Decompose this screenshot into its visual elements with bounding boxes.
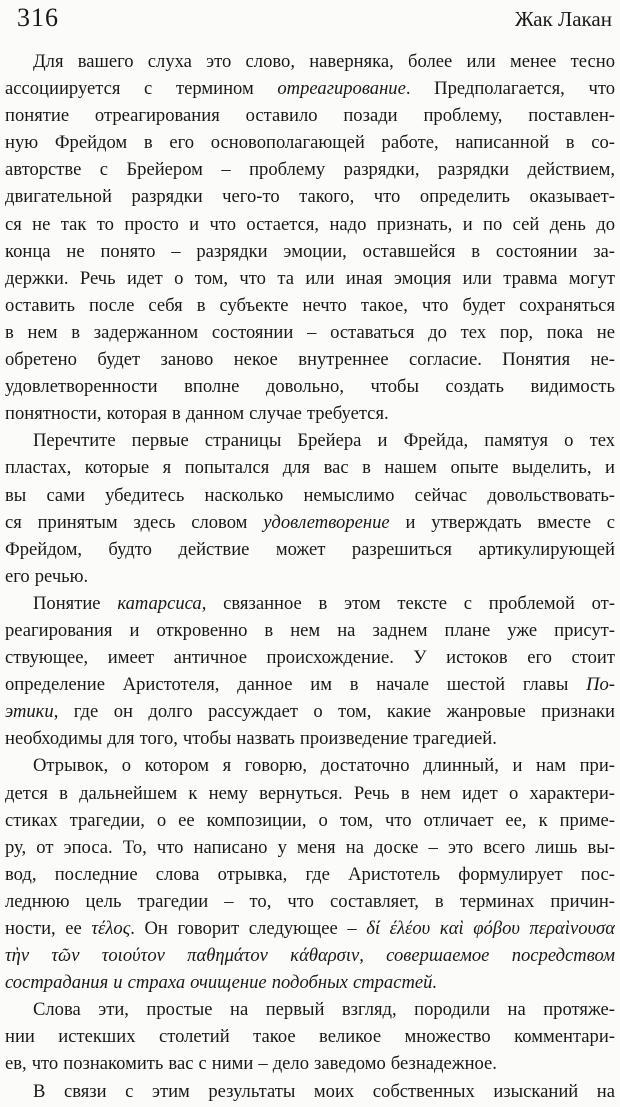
text-line (5, 156, 615, 183)
text-run: В связи с этим результаты моих собственных изысканий на (33, 1080, 615, 1102)
greek-text-run: δί έλέου καὶ φόβου περαὶνουσα (366, 918, 615, 939)
text-run: Отрывок, о котором я говорю, достаточно длинный, и нам при- (33, 755, 615, 777)
text-run: Слова эти, простые на первый взгляд, породили на протяже- (33, 999, 615, 1021)
text-line (5, 780, 615, 807)
text-run: стиках трагедии, о ее композиции, о том, что отличает ее, к приме- (5, 809, 615, 831)
italic-text-run: отреагирование (277, 78, 406, 100)
text-line (5, 129, 615, 156)
greek-text-run: τὴν τῶν τοιούτον παθημάτον κάθαρσιν, (5, 945, 364, 967)
text-run: Фрейдом, будто действие может разрешиться артикулирующей (5, 538, 615, 560)
italic-text-run: совершаемое посредством (363, 945, 615, 967)
text-line (5, 915, 615, 942)
text-run: ствующее, имеет античное происхождение. У истоков его стоит (5, 647, 615, 669)
text-line (5, 454, 615, 481)
text-line (5, 1023, 615, 1050)
text-run: в нем в задержанном состоянии – оставаться до тех пор, пока не (5, 321, 615, 343)
text-line (5, 725, 615, 752)
text-line (5, 671, 615, 698)
greek-text-run: τέλος (91, 918, 131, 939)
text-line (5, 102, 615, 129)
text-line (5, 617, 615, 644)
text-run: понятие отреагирования оставило позади проблему, поставлен- (5, 105, 615, 127)
text-run: , связанное в этом тексте с проблемой от- (201, 592, 615, 614)
page-number: 316 (17, 3, 59, 32)
text-run: ся принятым здесь словом (5, 511, 264, 533)
italic-text-run: катарсиса (117, 592, 202, 614)
text-line (5, 536, 615, 563)
italic-text-run: сострадания и страха очищение подобных страстей. (5, 972, 438, 994)
text-run: . Он говорит следующее – (130, 918, 367, 939)
text-run: понятности, которая в данном случае требуется. (5, 403, 389, 425)
text-run: определение Аристотеля, данное им в начале шестой главы (5, 674, 587, 696)
text-run: ру, от эпоса. То, что написано у меня на доске – это всего лишь вы- (5, 836, 615, 858)
text-run: нии истекших столетий такое великое множество комментари- (5, 1026, 615, 1048)
text-line (5, 996, 615, 1023)
text-run: , где он долго рассуждает о том, какие жанровые признаки (53, 701, 615, 723)
text-run: пластах, которые я попытался для вас в нашем опыте выделить, и (5, 457, 615, 479)
text-run: обретено будет заново некое внутреннее согласие. Понятия не- (5, 349, 615, 371)
text-line (5, 888, 615, 915)
text-run: ев, что познакомить вас с ними – дело заведомо безнадежное. (5, 1053, 497, 1075)
text-run: Для вашего слуха это слово, наверняка, более или менее тесно (33, 51, 615, 72)
text-line (5, 942, 615, 969)
text-line (5, 319, 615, 346)
text-run: авторстве с Брейером – проблему разрядки, разрядки действием, (5, 159, 615, 181)
page-header (5, 0, 615, 48)
text-run: двигательной разрядки чего-то такого, что определить оказывает- (5, 186, 615, 208)
text-line (5, 969, 615, 996)
text-line (5, 644, 615, 671)
running-head-author: Жак Лакан (514, 7, 612, 31)
text-run: и утверждать вместе с (389, 511, 615, 533)
text-run: держки. Речь идет о том, что та или иная эмоция или травма могут (5, 267, 615, 289)
text-line (5, 1078, 615, 1105)
text-run: ную Фрейдом в его основополагающей работе, написанной в со- (5, 132, 615, 154)
text-run: оставить после себя в субъекте нечто такое, что будет сохраняться (5, 294, 615, 316)
text-run: вод, последние слова отрывка, где Аристотель формулирует пос- (5, 863, 615, 885)
text-line (5, 238, 615, 265)
text-line (5, 48, 615, 75)
text-run: конца не понято – разрядки эмоции, оставшейся в состоянии за- (5, 240, 615, 262)
text-line (5, 590, 615, 617)
text-run: ся не так то просто и что остается, надо признать, и по сей день до (5, 213, 615, 235)
text-line (5, 292, 615, 319)
text-line (5, 75, 615, 102)
text-line (5, 509, 615, 536)
text-run: удовлетворенности вполне довольно, чтобы создать видимость (5, 376, 615, 398)
text-run: дется в дальнейшем к нему вернуться. Речь в нем идет о характери- (5, 782, 615, 804)
text-line (5, 265, 615, 292)
text-line (5, 183, 615, 210)
text-run: Понятие (33, 592, 118, 614)
text-line (5, 1050, 615, 1077)
text-run: ности, ее (5, 918, 92, 939)
text-line (5, 427, 615, 454)
text-line (5, 482, 615, 509)
italic-text-run: удовлетворение (263, 511, 390, 533)
text-line (5, 698, 615, 725)
text-line (5, 211, 615, 238)
italic-text-run: этики (5, 701, 54, 723)
text-line (5, 400, 615, 427)
text-run: необходимы для того, чтобы назвать произведение трагедией. (5, 728, 497, 750)
text-block (5, 48, 615, 1105)
text-line (5, 563, 615, 590)
text-run: его речью. (5, 565, 89, 587)
text-line (5, 346, 615, 373)
text-run: вы сами убедитесь насколько немыслимо сейчас довольствовать- (5, 484, 615, 506)
text-line (5, 861, 615, 888)
text-line (5, 752, 615, 779)
text-line (5, 373, 615, 400)
text-line (5, 834, 615, 861)
text-run: леднюю цель трагедии – то, что составляет, в терминах причин- (5, 890, 615, 912)
text-run: . Предполагается, что (405, 78, 615, 100)
text-run: ассоциируется с термином (5, 78, 278, 100)
text-run: Перечтите первые страницы Брейера и Фрейда, памятуя о тех (33, 430, 615, 452)
italic-text-run: По- (586, 674, 615, 696)
text-line (5, 807, 615, 834)
text-run: реагирования и откровенно в нем на заднем плане уже присут- (5, 619, 615, 641)
